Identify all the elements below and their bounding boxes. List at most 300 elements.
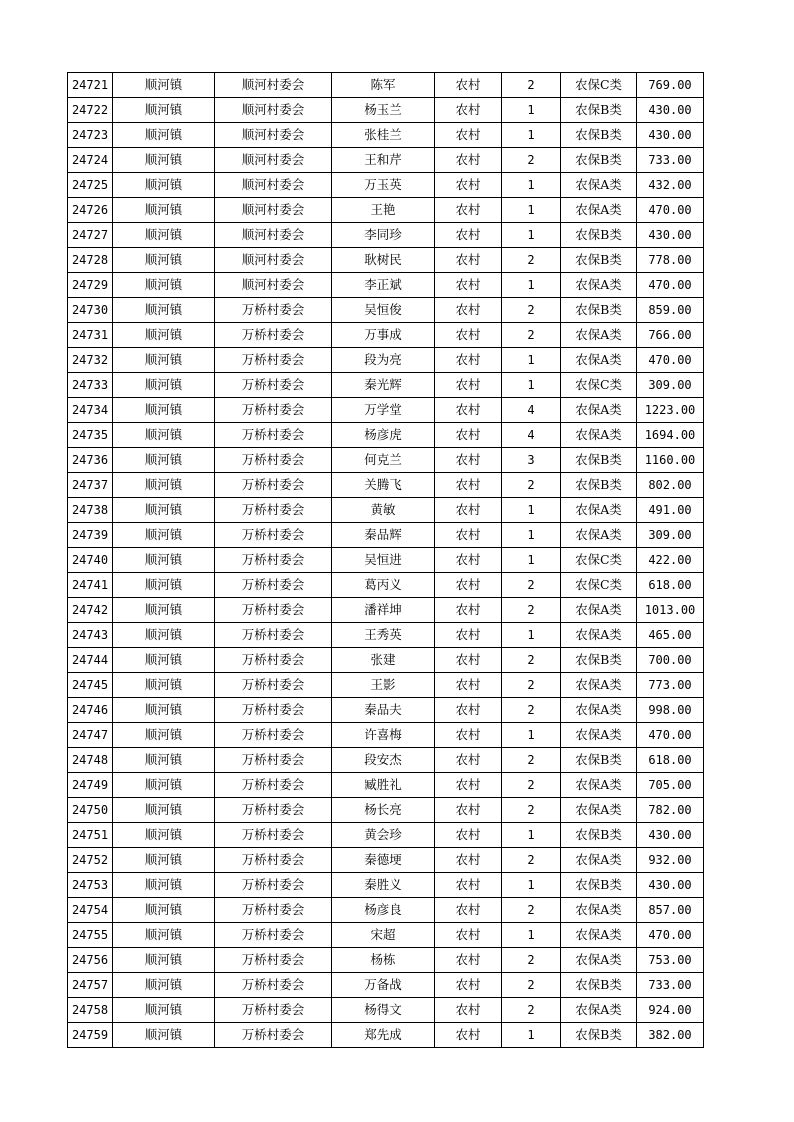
- cell-town: 顺河镇: [113, 473, 215, 498]
- cell-household-size: 2: [502, 648, 561, 673]
- cell-person-name: 郑先成: [332, 1023, 435, 1048]
- table-row: [68, 948, 704, 973]
- cell-amount: 491.00: [637, 498, 704, 523]
- cell-person-name: 吴恒进: [332, 548, 435, 573]
- cell-amount: 309.00: [637, 523, 704, 548]
- cell-household-type: 农村: [435, 798, 502, 823]
- cell-amount: 470.00: [637, 723, 704, 748]
- cell-town: 顺河镇: [113, 848, 215, 873]
- cell-insurance-category: 农保C类: [561, 573, 637, 598]
- table-row: [68, 973, 704, 998]
- cell-insurance-category: 农保A类: [561, 598, 637, 623]
- cell-insurance-category: 农保B类: [561, 223, 637, 248]
- cell-record-id: 24733: [68, 373, 113, 398]
- cell-insurance-category: 农保A类: [561, 523, 637, 548]
- cell-person-name: 万玉英: [332, 173, 435, 198]
- cell-household-type: 农村: [435, 823, 502, 848]
- cell-record-id: 24758: [68, 998, 113, 1023]
- table-body: [68, 73, 704, 1048]
- cell-household-size: 2: [502, 898, 561, 923]
- cell-household-size: 2: [502, 773, 561, 798]
- cell-amount: 857.00: [637, 898, 704, 923]
- cell-amount: 766.00: [637, 323, 704, 348]
- cell-record-id: 24740: [68, 548, 113, 573]
- cell-town: 顺河镇: [113, 623, 215, 648]
- cell-household-size: 1: [502, 373, 561, 398]
- cell-person-name: 臧胜礼: [332, 773, 435, 798]
- cell-person-name: 陈军: [332, 73, 435, 98]
- cell-household-size: 2: [502, 148, 561, 173]
- cell-household-size: 1: [502, 723, 561, 748]
- cell-household-type: 农村: [435, 123, 502, 148]
- cell-village-committee: 万桥村委会: [215, 323, 332, 348]
- cell-household-size: 1: [502, 123, 561, 148]
- cell-household-type: 农村: [435, 923, 502, 948]
- cell-record-id: 24755: [68, 923, 113, 948]
- cell-amount: 1160.00: [637, 448, 704, 473]
- cell-amount: 782.00: [637, 798, 704, 823]
- cell-village-committee: 万桥村委会: [215, 973, 332, 998]
- cell-household-size: 1: [502, 273, 561, 298]
- cell-village-committee: 万桥村委会: [215, 748, 332, 773]
- cell-record-id: 24756: [68, 948, 113, 973]
- cell-amount: 465.00: [637, 623, 704, 648]
- cell-person-name: 段为亮: [332, 348, 435, 373]
- cell-amount: 1013.00: [637, 598, 704, 623]
- cell-record-id: 24747: [68, 723, 113, 748]
- cell-insurance-category: 农保A类: [561, 498, 637, 523]
- cell-household-size: 2: [502, 798, 561, 823]
- cell-village-committee: 万桥村委会: [215, 773, 332, 798]
- cell-village-committee: 万桥村委会: [215, 898, 332, 923]
- cell-household-type: 农村: [435, 698, 502, 723]
- cell-village-committee: 万桥村委会: [215, 298, 332, 323]
- cell-household-type: 农村: [435, 573, 502, 598]
- cell-household-size: 1: [502, 173, 561, 198]
- cell-amount: 422.00: [637, 548, 704, 573]
- cell-insurance-category: 农保B类: [561, 123, 637, 148]
- cell-record-id: 24749: [68, 773, 113, 798]
- table-row: [68, 573, 704, 598]
- cell-amount: 705.00: [637, 773, 704, 798]
- cell-amount: 733.00: [637, 973, 704, 998]
- cell-person-name: 潘祥坤: [332, 598, 435, 623]
- cell-household-type: 农村: [435, 873, 502, 898]
- cell-village-committee: 万桥村委会: [215, 423, 332, 448]
- cell-record-id: 24739: [68, 523, 113, 548]
- cell-household-size: 1: [502, 198, 561, 223]
- cell-amount: 430.00: [637, 823, 704, 848]
- cell-household-size: 2: [502, 248, 561, 273]
- table-row: [68, 748, 704, 773]
- cell-person-name: 李同珍: [332, 223, 435, 248]
- cell-household-type: 农村: [435, 773, 502, 798]
- cell-town: 顺河镇: [113, 823, 215, 848]
- cell-household-size: 2: [502, 698, 561, 723]
- cell-insurance-category: 农保B类: [561, 298, 637, 323]
- table-row: [68, 423, 704, 448]
- cell-household-type: 农村: [435, 523, 502, 548]
- cell-village-committee: 顺河村委会: [215, 248, 332, 273]
- cell-village-committee: 顺河村委会: [215, 198, 332, 223]
- cell-household-type: 农村: [435, 723, 502, 748]
- cell-household-type: 农村: [435, 623, 502, 648]
- cell-village-committee: 顺河村委会: [215, 148, 332, 173]
- cell-town: 顺河镇: [113, 598, 215, 623]
- cell-village-committee: 万桥村委会: [215, 923, 332, 948]
- cell-household-type: 农村: [435, 598, 502, 623]
- cell-record-id: 24746: [68, 698, 113, 723]
- table-row: [68, 523, 704, 548]
- cell-town: 顺河镇: [113, 123, 215, 148]
- cell-record-id: 24735: [68, 423, 113, 448]
- cell-town: 顺河镇: [113, 923, 215, 948]
- cell-insurance-category: 农保B类: [561, 248, 637, 273]
- cell-household-size: 4: [502, 423, 561, 448]
- cell-household-size: 2: [502, 673, 561, 698]
- cell-insurance-category: 农保C类: [561, 548, 637, 573]
- cell-town: 顺河镇: [113, 748, 215, 773]
- cell-amount: 802.00: [637, 473, 704, 498]
- cell-amount: 618.00: [637, 748, 704, 773]
- cell-person-name: 王艳: [332, 198, 435, 223]
- table-row: [68, 773, 704, 798]
- cell-person-name: 万学堂: [332, 398, 435, 423]
- cell-household-size: 2: [502, 948, 561, 973]
- table-row: [68, 448, 704, 473]
- table-row: [68, 173, 704, 198]
- table-row: [68, 673, 704, 698]
- cell-insurance-category: 农保A类: [561, 773, 637, 798]
- cell-town: 顺河镇: [113, 373, 215, 398]
- cell-household-size: 1: [502, 498, 561, 523]
- cell-record-id: 24722: [68, 98, 113, 123]
- cell-insurance-category: 农保A类: [561, 923, 637, 948]
- cell-household-type: 农村: [435, 223, 502, 248]
- cell-household-size: 4: [502, 398, 561, 423]
- cell-insurance-category: 农保A类: [561, 173, 637, 198]
- cell-town: 顺河镇: [113, 948, 215, 973]
- table-row: [68, 298, 704, 323]
- cell-record-id: 24723: [68, 123, 113, 148]
- cell-village-committee: 万桥村委会: [215, 873, 332, 898]
- table-row: [68, 698, 704, 723]
- cell-village-committee: 万桥村委会: [215, 848, 332, 873]
- cell-record-id: 24753: [68, 873, 113, 898]
- beneficiary-table: [67, 72, 704, 1048]
- cell-household-type: 农村: [435, 648, 502, 673]
- cell-household-type: 农村: [435, 73, 502, 98]
- cell-amount: 924.00: [637, 998, 704, 1023]
- cell-person-name: 段安杰: [332, 748, 435, 773]
- cell-record-id: 24759: [68, 1023, 113, 1048]
- cell-household-type: 农村: [435, 298, 502, 323]
- cell-household-size: 1: [502, 548, 561, 573]
- table-row: [68, 648, 704, 673]
- cell-insurance-category: 农保B类: [561, 1023, 637, 1048]
- cell-town: 顺河镇: [113, 98, 215, 123]
- cell-household-size: 1: [502, 873, 561, 898]
- cell-village-committee: 万桥村委会: [215, 673, 332, 698]
- cell-record-id: 24729: [68, 273, 113, 298]
- cell-record-id: 24754: [68, 898, 113, 923]
- cell-record-id: 24732: [68, 348, 113, 373]
- cell-town: 顺河镇: [113, 398, 215, 423]
- cell-town: 顺河镇: [113, 148, 215, 173]
- cell-insurance-category: 农保A类: [561, 848, 637, 873]
- cell-record-id: 24727: [68, 223, 113, 248]
- cell-record-id: 24725: [68, 173, 113, 198]
- cell-household-type: 农村: [435, 423, 502, 448]
- cell-village-committee: 万桥村委会: [215, 598, 332, 623]
- cell-record-id: 24744: [68, 648, 113, 673]
- cell-household-size: 2: [502, 573, 561, 598]
- cell-town: 顺河镇: [113, 348, 215, 373]
- cell-amount: 470.00: [637, 923, 704, 948]
- cell-amount: 432.00: [637, 173, 704, 198]
- cell-insurance-category: 农保B类: [561, 973, 637, 998]
- cell-household-size: 2: [502, 473, 561, 498]
- cell-household-size: 2: [502, 748, 561, 773]
- cell-person-name: 王和芹: [332, 148, 435, 173]
- cell-insurance-category: 农保A类: [561, 948, 637, 973]
- cell-village-committee: 万桥村委会: [215, 648, 332, 673]
- cell-town: 顺河镇: [113, 548, 215, 573]
- table-row: [68, 473, 704, 498]
- cell-insurance-category: 农保A类: [561, 348, 637, 373]
- cell-town: 顺河镇: [113, 773, 215, 798]
- cell-town: 顺河镇: [113, 873, 215, 898]
- cell-household-type: 农村: [435, 748, 502, 773]
- cell-town: 顺河镇: [113, 998, 215, 1023]
- cell-household-type: 农村: [435, 548, 502, 573]
- cell-town: 顺河镇: [113, 198, 215, 223]
- cell-person-name: 黄会珍: [332, 823, 435, 848]
- table-row: [68, 623, 704, 648]
- cell-town: 顺河镇: [113, 698, 215, 723]
- table-row: [68, 73, 704, 98]
- cell-record-id: 24751: [68, 823, 113, 848]
- cell-village-committee: 顺河村委会: [215, 223, 332, 248]
- cell-amount: 769.00: [637, 73, 704, 98]
- cell-insurance-category: 农保A类: [561, 698, 637, 723]
- cell-village-committee: 万桥村委会: [215, 398, 332, 423]
- cell-town: 顺河镇: [113, 1023, 215, 1048]
- table-row: [68, 223, 704, 248]
- cell-person-name: 王影: [332, 673, 435, 698]
- cell-household-size: 2: [502, 323, 561, 348]
- cell-person-name: 黄敏: [332, 498, 435, 523]
- cell-person-name: 王秀英: [332, 623, 435, 648]
- table-row: [68, 998, 704, 1023]
- cell-insurance-category: 农保B类: [561, 648, 637, 673]
- cell-insurance-category: 农保A类: [561, 798, 637, 823]
- cell-person-name: 秦品辉: [332, 523, 435, 548]
- table-row: [68, 873, 704, 898]
- cell-amount: 430.00: [637, 223, 704, 248]
- table-row: [68, 823, 704, 848]
- cell-village-committee: 顺河村委会: [215, 173, 332, 198]
- cell-village-committee: 万桥村委会: [215, 723, 332, 748]
- cell-record-id: 24734: [68, 398, 113, 423]
- cell-village-committee: 万桥村委会: [215, 573, 332, 598]
- cell-insurance-category: 农保B类: [561, 98, 637, 123]
- cell-person-name: 杨得文: [332, 998, 435, 1023]
- table-row: [68, 598, 704, 623]
- cell-amount: 430.00: [637, 873, 704, 898]
- table-row: [68, 398, 704, 423]
- cell-insurance-category: 农保C类: [561, 373, 637, 398]
- cell-town: 顺河镇: [113, 573, 215, 598]
- cell-person-name: 杨栋: [332, 948, 435, 973]
- table-row: [68, 898, 704, 923]
- document-page: [67, 72, 704, 1048]
- cell-amount: 733.00: [637, 148, 704, 173]
- cell-town: 顺河镇: [113, 973, 215, 998]
- table-row: [68, 273, 704, 298]
- cell-person-name: 宋超: [332, 923, 435, 948]
- cell-household-type: 农村: [435, 148, 502, 173]
- cell-amount: 998.00: [637, 698, 704, 723]
- cell-amount: 382.00: [637, 1023, 704, 1048]
- cell-household-size: 1: [502, 1023, 561, 1048]
- cell-record-id: 24748: [68, 748, 113, 773]
- cell-person-name: 杨彦虎: [332, 423, 435, 448]
- cell-village-committee: 万桥村委会: [215, 548, 332, 573]
- cell-village-committee: 万桥村委会: [215, 348, 332, 373]
- cell-town: 顺河镇: [113, 223, 215, 248]
- cell-person-name: 许喜梅: [332, 723, 435, 748]
- table-row: [68, 798, 704, 823]
- cell-household-type: 农村: [435, 948, 502, 973]
- cell-village-committee: 万桥村委会: [215, 823, 332, 848]
- cell-town: 顺河镇: [113, 798, 215, 823]
- cell-town: 顺河镇: [113, 648, 215, 673]
- cell-town: 顺河镇: [113, 298, 215, 323]
- cell-person-name: 万备战: [332, 973, 435, 998]
- table-row: [68, 848, 704, 873]
- cell-household-type: 农村: [435, 473, 502, 498]
- cell-person-name: 杨玉兰: [332, 98, 435, 123]
- cell-insurance-category: 农保C类: [561, 73, 637, 98]
- cell-town: 顺河镇: [113, 323, 215, 348]
- table-row: [68, 1023, 704, 1048]
- cell-household-type: 农村: [435, 323, 502, 348]
- cell-household-type: 农村: [435, 373, 502, 398]
- cell-person-name: 秦胜义: [332, 873, 435, 898]
- cell-household-size: 1: [502, 823, 561, 848]
- cell-amount: 470.00: [637, 348, 704, 373]
- table-row: [68, 323, 704, 348]
- cell-insurance-category: 农保A类: [561, 723, 637, 748]
- cell-town: 顺河镇: [113, 73, 215, 98]
- cell-person-name: 关腾飞: [332, 473, 435, 498]
- cell-insurance-category: 农保A类: [561, 398, 637, 423]
- cell-record-id: 24730: [68, 298, 113, 323]
- cell-amount: 773.00: [637, 673, 704, 698]
- cell-person-name: 万事成: [332, 323, 435, 348]
- cell-record-id: 24736: [68, 448, 113, 473]
- table-row: [68, 923, 704, 948]
- cell-record-id: 24745: [68, 673, 113, 698]
- cell-village-committee: 顺河村委会: [215, 73, 332, 98]
- cell-household-size: 1: [502, 223, 561, 248]
- cell-household-type: 农村: [435, 198, 502, 223]
- cell-amount: 700.00: [637, 648, 704, 673]
- cell-village-committee: 万桥村委会: [215, 373, 332, 398]
- cell-record-id: 24757: [68, 973, 113, 998]
- cell-record-id: 24728: [68, 248, 113, 273]
- cell-household-size: 1: [502, 623, 561, 648]
- cell-village-committee: 万桥村委会: [215, 948, 332, 973]
- cell-household-size: 2: [502, 973, 561, 998]
- cell-household-type: 农村: [435, 348, 502, 373]
- cell-household-size: 2: [502, 73, 561, 98]
- cell-insurance-category: 农保A类: [561, 898, 637, 923]
- cell-amount: 1694.00: [637, 423, 704, 448]
- cell-record-id: 24731: [68, 323, 113, 348]
- cell-household-size: 1: [502, 523, 561, 548]
- cell-town: 顺河镇: [113, 498, 215, 523]
- cell-insurance-category: 农保A类: [561, 673, 637, 698]
- cell-household-type: 农村: [435, 848, 502, 873]
- cell-household-size: 1: [502, 348, 561, 373]
- cell-household-type: 农村: [435, 998, 502, 1023]
- cell-village-committee: 顺河村委会: [215, 98, 332, 123]
- table-row: [68, 148, 704, 173]
- cell-household-type: 农村: [435, 98, 502, 123]
- table-row: [68, 98, 704, 123]
- table-row: [68, 723, 704, 748]
- cell-insurance-category: 农保A类: [561, 323, 637, 348]
- cell-amount: 778.00: [637, 248, 704, 273]
- cell-town: 顺河镇: [113, 423, 215, 448]
- cell-amount: 618.00: [637, 573, 704, 598]
- table-row: [68, 198, 704, 223]
- cell-village-committee: 万桥村委会: [215, 698, 332, 723]
- cell-town: 顺河镇: [113, 673, 215, 698]
- cell-amount: 1223.00: [637, 398, 704, 423]
- cell-amount: 470.00: [637, 198, 704, 223]
- cell-amount: 430.00: [637, 98, 704, 123]
- cell-household-size: 1: [502, 98, 561, 123]
- cell-village-committee: 万桥村委会: [215, 498, 332, 523]
- cell-record-id: 24738: [68, 498, 113, 523]
- cell-person-name: 吴恒俊: [332, 298, 435, 323]
- cell-insurance-category: 农保B类: [561, 473, 637, 498]
- cell-household-size: 2: [502, 998, 561, 1023]
- cell-amount: 430.00: [637, 123, 704, 148]
- cell-insurance-category: 农保B类: [561, 748, 637, 773]
- table-row: [68, 348, 704, 373]
- cell-village-committee: 万桥村委会: [215, 998, 332, 1023]
- cell-person-name: 杨彦良: [332, 898, 435, 923]
- cell-household-type: 农村: [435, 973, 502, 998]
- cell-person-name: 葛丙义: [332, 573, 435, 598]
- cell-village-committee: 顺河村委会: [215, 123, 332, 148]
- cell-record-id: 24724: [68, 148, 113, 173]
- table-row: [68, 123, 704, 148]
- cell-person-name: 何克兰: [332, 448, 435, 473]
- cell-village-committee: 万桥村委会: [215, 623, 332, 648]
- cell-insurance-category: 农保A类: [561, 423, 637, 448]
- cell-household-size: 2: [502, 598, 561, 623]
- cell-amount: 753.00: [637, 948, 704, 973]
- cell-record-id: 24752: [68, 848, 113, 873]
- cell-household-type: 农村: [435, 898, 502, 923]
- cell-record-id: 24742: [68, 598, 113, 623]
- cell-insurance-category: 农保B类: [561, 873, 637, 898]
